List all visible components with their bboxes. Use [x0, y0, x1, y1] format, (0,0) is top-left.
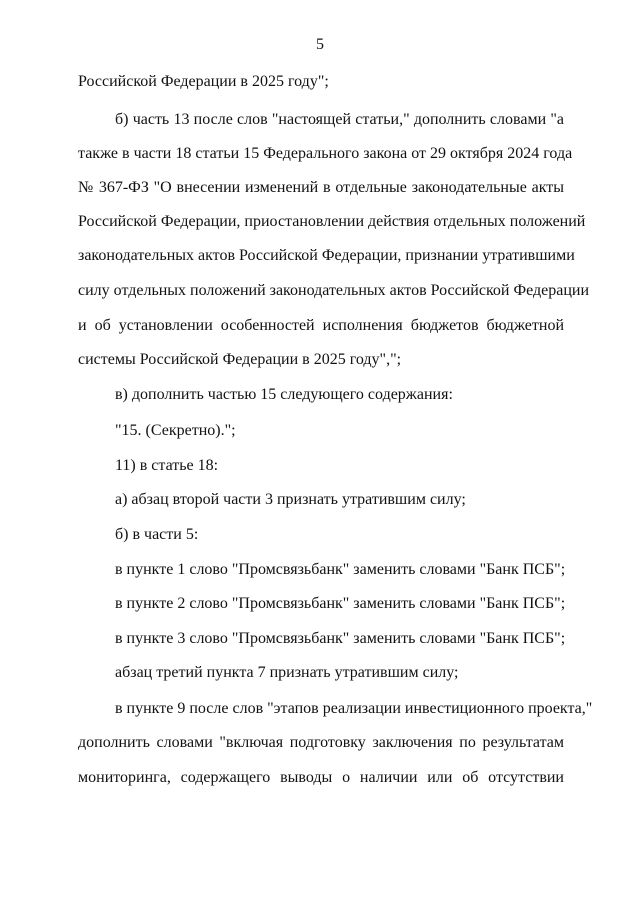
text-line: а) абзац второй части 3 признать утратившим силу; — [115, 491, 466, 508]
text-line: абзац третий пункта 7 признать утратившим силу; — [115, 664, 459, 681]
text-line: Российской Федерации, приостановлении действия отдельных положений — [78, 213, 586, 230]
text-line: мониторинга, содержащего выводы о наличии или об отсутствии — [78, 769, 564, 786]
page-number: 5 — [316, 36, 324, 53]
text-line: Российской Федерации в 2025 году"; — [78, 73, 329, 90]
text-line: 11) в статье 18: — [115, 457, 219, 474]
text-line: б) в части 5: — [115, 526, 199, 543]
text-line: законодательных актов Российской Федерации, признании утратившими — [78, 247, 575, 264]
text-line: в пункте 1 слово "Промсвязьбанк" заменить словами "Банк ПСБ"; — [115, 561, 566, 578]
text-line: в) дополнить частью 15 следующего содержания: — [115, 386, 453, 403]
text-line: № 367-ФЗ "О внесении изменений в отдельные законодательные акты — [78, 179, 564, 196]
text-line: системы Российской Федерации в 2025 году","; — [78, 351, 402, 368]
text-line: "15. (Секретно)."; — [115, 422, 236, 439]
text-line: также в части 18 статьи 15 Федерального закона от 29 октября 2024 года — [78, 145, 573, 162]
text-line: силу отдельных положений законодательных актов Российской Федерации — [78, 282, 590, 299]
text-line: в пункте 3 слово "Промсвязьбанк" заменить словами "Банк ПСБ"; — [115, 630, 566, 647]
text-line: б) часть 13 после слов "настоящей статьи," дополнить словами "а — [115, 111, 564, 128]
text-line: и об установлении особенностей исполнения бюджетов бюджетной — [78, 317, 564, 334]
text-line: в пункте 9 после слов "этапов реализации инвестиционного проекта," — [115, 700, 593, 717]
text-line: дополнить словами "включая подготовку заключения по результатам — [78, 734, 564, 751]
text-line: в пункте 2 слово "Промсвязьбанк" заменить словами "Банк ПСБ"; — [115, 595, 566, 612]
